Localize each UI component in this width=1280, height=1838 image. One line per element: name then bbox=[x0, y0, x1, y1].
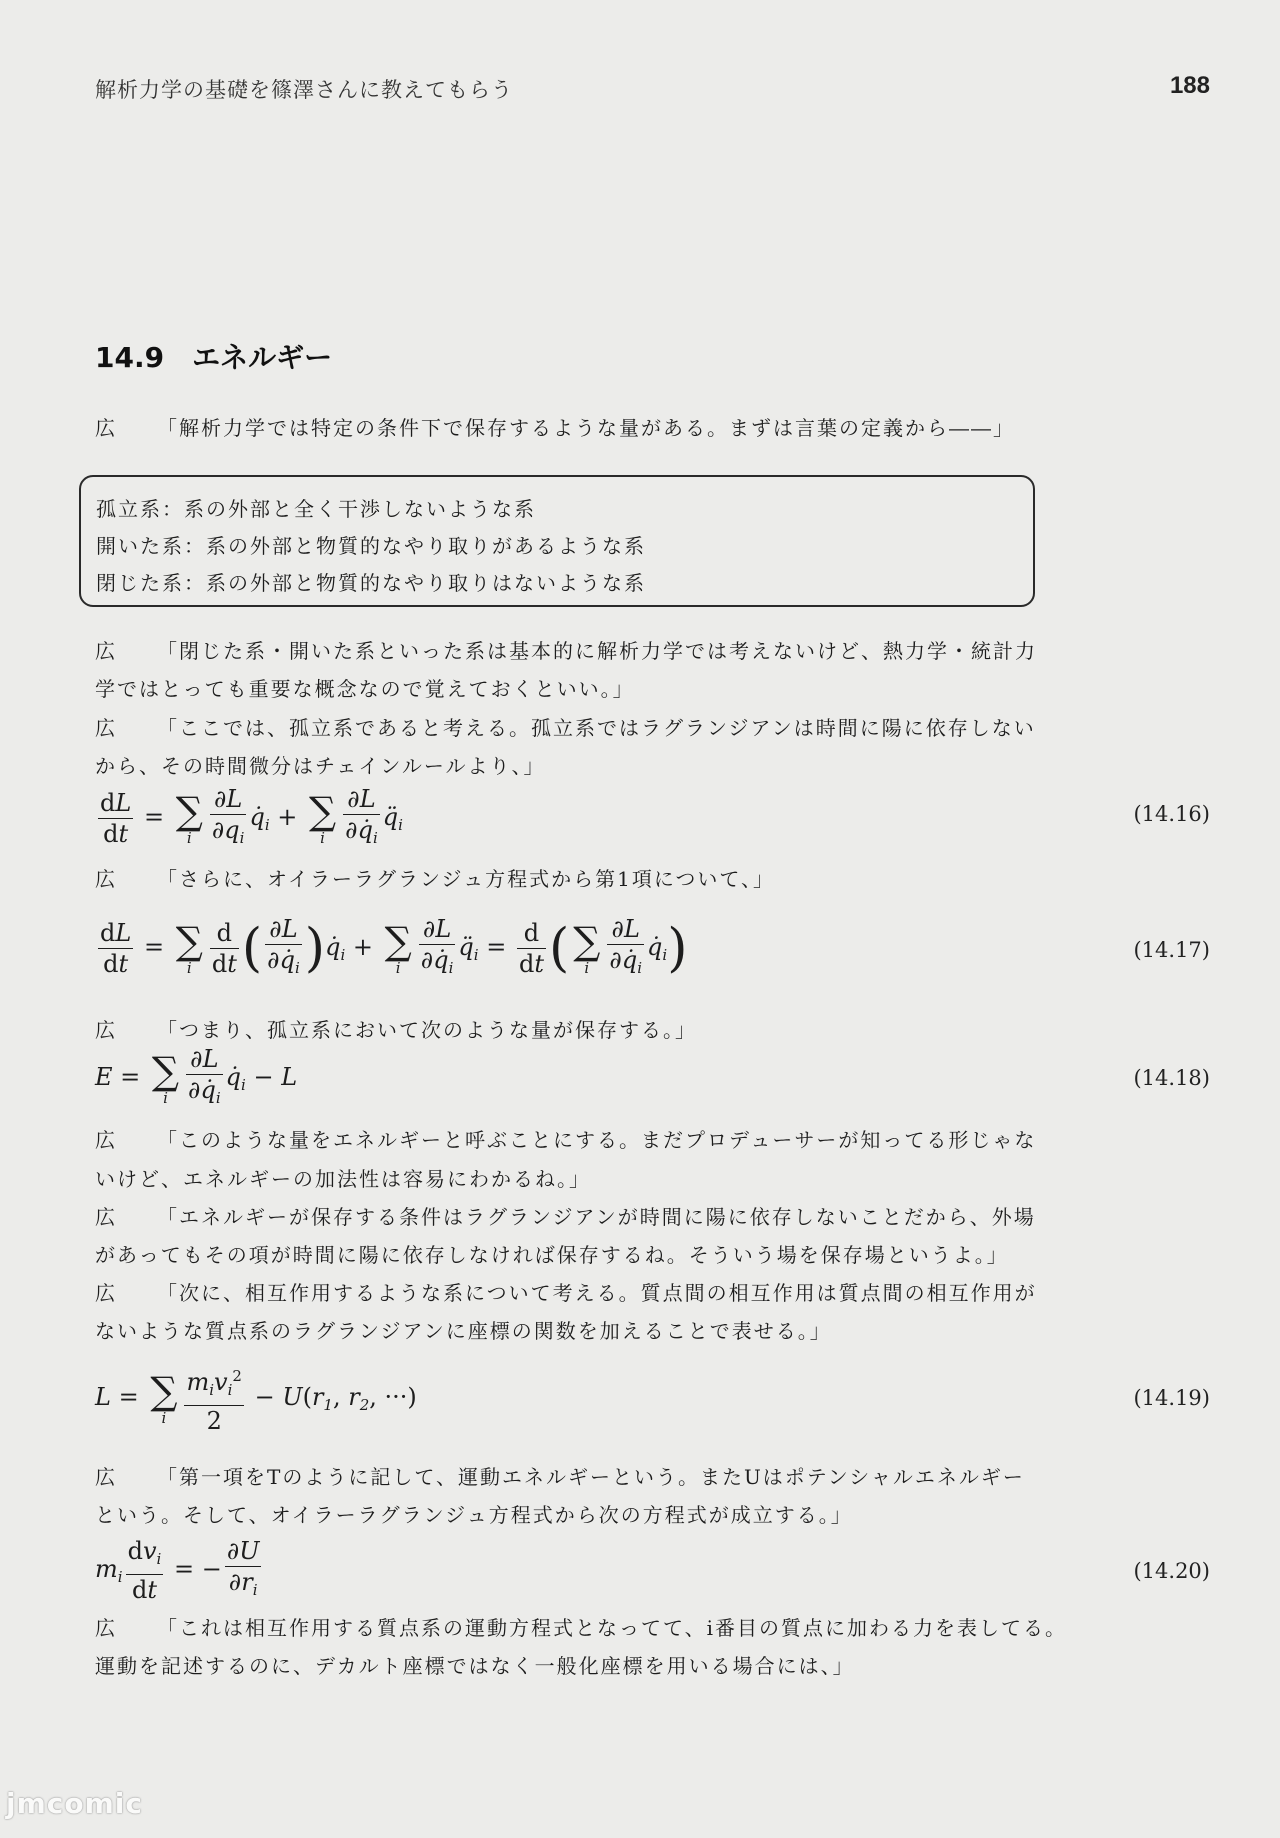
speaker-label: 広 bbox=[95, 1018, 117, 1042]
paragraph-3-line-1: 広 「ここでは、孤立系であると考える。孤立系ではラグランジアンは時間に陽に依存しない bbox=[95, 716, 1036, 740]
paragraph-5: 広 「つまり、孤立系において次のような量が保存する。」 bbox=[95, 1018, 697, 1042]
paragraph-7-line-2: があってもその項が時間に陽に依存しなければ保存するね。そういう場を保存場というよ。」 bbox=[95, 1243, 1009, 1267]
speaker-label: 広 bbox=[95, 1205, 117, 1229]
paragraph-8-line-1: 広 「次に、相互作用するような系について考える。質点間の相互作用は質点間の相互作用が bbox=[95, 1281, 1037, 1305]
watermark-logo: jmcomic bbox=[6, 1787, 143, 1820]
paragraph-3-line-2: から、その時間微分はチェインルールより、」 bbox=[95, 754, 546, 778]
equation-14-19: L = ∑ i $\frac{m_iv_i^2}{2}$ − $U(r_1$, $r_2$, ···) bbox=[95, 1362, 417, 1435]
speaker-label: 広 bbox=[95, 1281, 117, 1305]
paragraph-10-line-1: 広 「これは相互作用する質点系の運動方程式となってて、i番目の質点に加わる力を表してる。 bbox=[95, 1616, 1067, 1640]
equation-number: (14.16) bbox=[1133, 802, 1210, 826]
paragraph-10-line-2: 運動を記述するのに、デカルト座標ではなく一般化座標を用いる場合には、」 bbox=[95, 1654, 855, 1678]
speaker-label: 広 bbox=[95, 639, 117, 663]
running-title: 解析力学の基礎を篠澤さんに教えてもらう bbox=[95, 78, 513, 102]
paragraph-1: 広 「解析力学では特定の条件下で保存するような量がある。まずは言葉の定義から――」 bbox=[95, 416, 1015, 440]
paragraph-9-line-1: 広 「第一項をTのように記して、運動エネルギーという。またUはポテンシャルエネルギー bbox=[95, 1465, 1025, 1489]
paragraph-7-line-1: 広 「エネルギーが保存する条件はラグランジアンが時間に陽に依存しないことだから、外場 bbox=[95, 1205, 1036, 1229]
paragraph-2-line-1: 広 「閉じた系・開いた系といった系は基本的に解析力学では考えないけど、熱力学・統計力 bbox=[95, 639, 1037, 663]
paragraph-4: 広 「さらに、オイラーラグランジュ方程式から第1項について、」 bbox=[95, 867, 776, 891]
equation-number: (14.18) bbox=[1133, 1066, 1210, 1090]
paragraph-6-line-2: いけど、エネルギーの加法性は容易にわかるね。」 bbox=[95, 1167, 591, 1191]
paragraph-9-line-2: という。そして、オイラーラグランジュ方程式から次の方程式が成立する。」 bbox=[95, 1503, 853, 1527]
speaker-label: 広 bbox=[95, 716, 117, 740]
speaker-label: 広 bbox=[95, 1128, 117, 1152]
equation-14-16: $\frac{dL}{dt}$ = ∑ i $\frac{\partial L}{\partial q_i}$ $q̇_i$ + ∑ i $\frac{\partial L}{\partial q̇_i}$ $q̈_i$ bbox=[100, 785, 403, 848]
speaker-label: 広 bbox=[95, 1616, 117, 1640]
definition-isolated: 孤立系：系の外部と全く干渉しないような系 bbox=[96, 497, 536, 521]
paragraph-2-line-2: 学ではとっても重要な概念なので覚えておくといい。」 bbox=[95, 677, 635, 701]
equation-14-17: $\frac{dL}{dt}$ = ∑ i $\frac{d}{dt}$ ( $\frac{\partial L}{\partial q̇_i}$ )$q̇_i$ + ∑ i $\frac{\partial L}{\partial q̇_i}$ $q̈_i$ = $\frac{d}{dt}$ ( ∑ i $\frac{\partial L}{\partial q̇_i}$ $q̇_i$) bbox=[100, 915, 688, 979]
section-heading bbox=[95, 336, 332, 376]
page-number: 188 bbox=[1169, 72, 1210, 99]
section-number: 14.9 bbox=[95, 341, 165, 374]
definition-box bbox=[79, 475, 1035, 607]
equation-number: (14.20) bbox=[1133, 1559, 1210, 1583]
paragraph-6-line-1: 広 「このような量をエネルギーと呼ぶことにする。まだプロデューサーが知ってる形じゃな bbox=[95, 1128, 1037, 1152]
equation-number: (14.19) bbox=[1133, 1386, 1210, 1410]
equation-number: (14.17) bbox=[1133, 938, 1210, 962]
paragraph-8-line-2: ないような質点系のラグランジアンに座標の関数を加えることで表せる。」 bbox=[95, 1319, 832, 1343]
speaker-label: 広 bbox=[95, 867, 117, 891]
section-title: エネルギー bbox=[192, 341, 333, 374]
equation-14-20: $m_i$ $\frac{dv_i}{dt}$ = − $\frac{\partial U}{\partial r_i}$ bbox=[95, 1537, 260, 1604]
definition-closed: 閉じた系：系の外部と物質的なやり取りはないような系 bbox=[96, 571, 646, 595]
speaker-label: 広 bbox=[95, 1465, 117, 1489]
equation-14-18: E = ∑ i $\frac{\partial L}{\partial q̇_i}$ $q̇_i - L$ bbox=[95, 1045, 298, 1107]
speaker-label: 広 bbox=[95, 416, 117, 440]
definition-open: 開いた系：系の外部と物質的なやり取りがあるような系 bbox=[96, 534, 646, 558]
